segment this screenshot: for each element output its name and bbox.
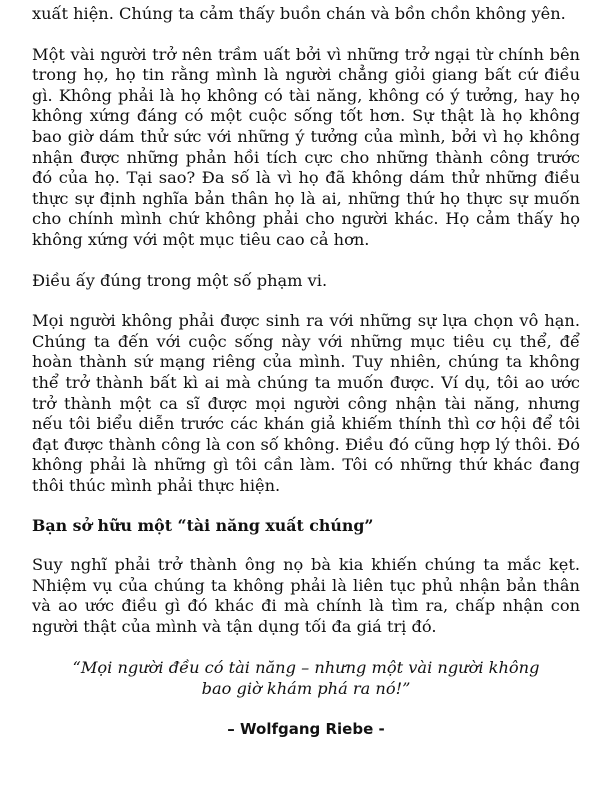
- paragraph-true-self: Suy nghĩ phải trở thành ông nọ bà kia khiến chúng ta mắc kẹt. Nhiệm vụ của chúng ta không phải là liên tục phủ nhận bản thân và ao ước điều gì đó khác đi mà chính là tìm ra, chấp nhận con người thật của mình và tận dụng tối đa giá trị đó.: [32, 555, 580, 636]
- document-page: [32, 0, 580, 740]
- quote-author: – Wolfgang Riebe -: [227, 720, 385, 739]
- paragraph-depression: Một vài người trở nên trầm uất bởi vì những trở ngại từ chính bên trong họ, họ tin rằng mình là người chẳng giỏi giang bất cứ điều gì. Không phải là họ không có tài năng, không có ý tưởng, hay họ không xứng đáng có một cuộc sống tốt hơn. Sự thật là họ không bao giờ dám thử sức với những ý tưởng của mình, bởi vì họ không nhận được những phản hồi tích cực cho những thành công trước đó của họ. Tại sao? Đa số là vì họ đã không dám thử những điều thực sự định nghĩa bản thân họ là ai, những thứ họ thực sự muốn cho chính mình chứ không phải cho người khác. Họ cảm thấy họ không xứng với một mục tiêu cao cả hơn.: [32, 44, 580, 249]
- paragraph-choices: Mọi người không phải được sinh ra với những sự lựa chọn vô hạn. Chúng ta đến với cuộc sống này với những mục tiêu cụ thể, để hoàn thành sứ mạng riêng của mình. Tuy nhiên, chúng ta không thể trở thành bất kì ai mà chúng ta muốn được. Ví dụ, tôi ao ước trở thành một ca sĩ được mọi người công nhận tài năng, nhưng nếu tôi biểu diễn trước các khán giả khiếm thính thì cơ hội để tôi đạt được thành công là con số không. Điều đó cũng hợp lý thôi. Đó không phải là những gì tôi cần làm. Tôi có những thứ khác đang thôi thúc mình phải thực hiện.: [32, 311, 580, 495]
- paragraph-intro-continuation: xuất hiện. Chúng ta cảm thấy buồn chán và bồn chồn không yên.: [32, 4, 566, 23]
- pull-quote: “Mọi người đều có tài năng – nhưng một vài người không bao giờ khám phá ra nó!”: [72, 658, 540, 699]
- paragraph-scope: Điều ấy đúng trong một số phạm vi.: [32, 270, 328, 290]
- section-heading: Bạn sở hữu một “tài năng xuất chúng”: [32, 516, 374, 536]
